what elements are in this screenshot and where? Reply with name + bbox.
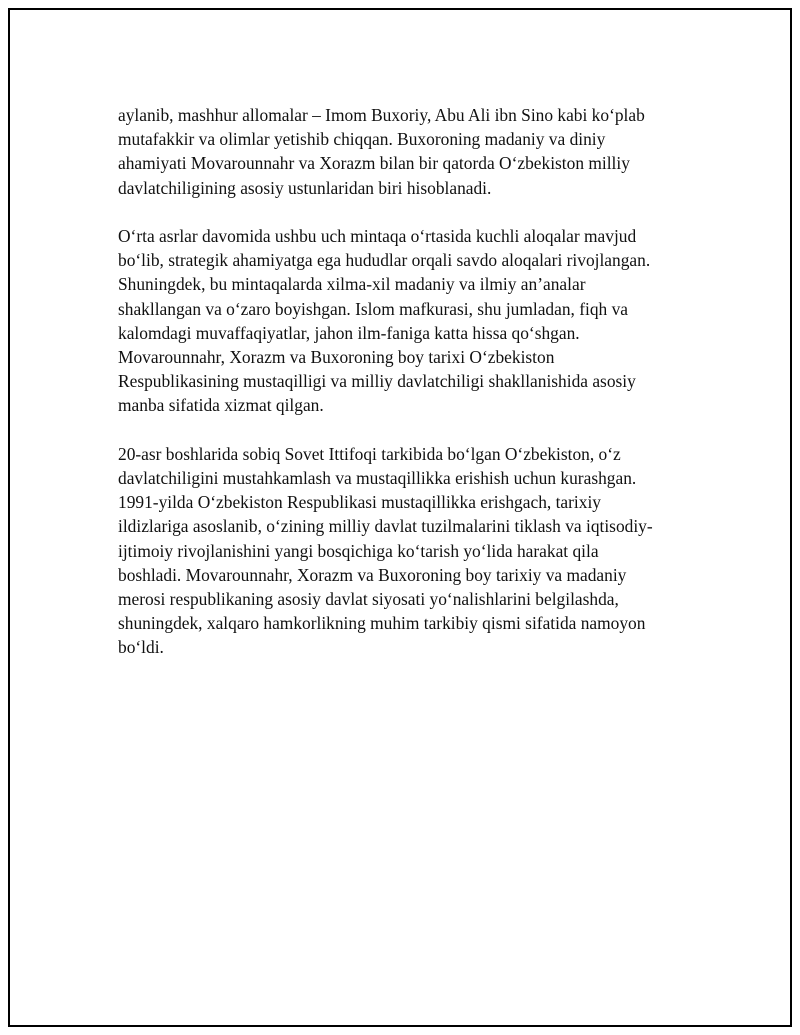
text-line: Oʻrta asrlar davomida ushbu uch mintaqa oʻrtasida kuchli aloqalar mavjud bbox=[118, 226, 637, 246]
text-line: Movarounnahr, Xorazm va Buxoroning boy tarixi Oʻzbekiston bbox=[118, 347, 555, 368]
paragraph-2 bbox=[118, 224, 708, 418]
paragraph-3 bbox=[118, 442, 708, 660]
page-border bbox=[8, 8, 792, 1027]
text-line: shakllangan va oʻzaro boyishgan. Islom mafkurasi, shu jumladan, fiqh va bbox=[118, 298, 629, 319]
text-line: Respublikasining mustaqilligi va milliy davlatchiligi shakllanishida asosiy bbox=[118, 371, 636, 392]
text-line: manba sifatida xizmat qilgan. bbox=[118, 395, 324, 416]
text-line: aylanib, mashhur allomalar – Imom Buxoriy, Abu Ali ibn Sino kabi koʻplab bbox=[118, 105, 645, 125]
text-line: boʻlib, strategik ahamiyatga ega hududlar orqali savdo aloqalari rivojlangan. bbox=[118, 250, 651, 271]
text-line: ijtimoiy rivojlanishini yangi bosqichiga koʻtarish yoʻlida harakat qila bbox=[118, 540, 599, 561]
text-line: Shuningdek, bu mintaqalarda xilma-xil madaniy va ilmiy an’analar bbox=[118, 274, 586, 295]
text-line: kalomdagi muvaffaqiyatlar, jahon ilm-faniga katta hissa qoʻshgan. bbox=[118, 322, 580, 343]
text-line: boʻldi. bbox=[118, 637, 164, 658]
text-line: ildizlariga asoslanib, oʻzining milliy davlat tuzilmalarini tiklash va iqtisodiy- bbox=[118, 516, 653, 537]
text-line: boshladi. Movarounnahr, Xorazm va Buxoroning boy tarixiy va madaniy bbox=[118, 564, 627, 585]
text-line: mutafakkir va olimlar yetishib chiqqan. Buxoroning madaniy va diniy bbox=[118, 129, 606, 150]
text-line: ahamiyati Movarounnahr va Xorazm bilan bir qatorda Oʻzbekiston milliy bbox=[118, 153, 630, 174]
document-body bbox=[118, 103, 708, 684]
text-line: davlatchiligini mustahkamlash va mustaqillikka erishish uchun kurashgan. bbox=[118, 468, 637, 489]
text-line: 20-asr boshlarida sobiq Sovet Ittifoqi tarkibida boʻlgan Oʻzbekiston, oʻz bbox=[118, 443, 621, 464]
text-line: shuningdek, xalqaro hamkorlikning muhim tarkibiy qismi sifatida namoyon bbox=[118, 613, 646, 634]
text-line: merosi respublikaning asosiy davlat siyosati yoʻnalishlarini belgilashda, bbox=[118, 589, 619, 610]
paragraph-1 bbox=[118, 103, 708, 200]
text-line: davlatchiligining asosiy ustunlaridan biri hisoblanadi. bbox=[118, 177, 492, 198]
text-line: 1991-yilda Oʻzbekiston Respublikasi mustaqillikka erishgach, tarixiy bbox=[118, 492, 601, 513]
